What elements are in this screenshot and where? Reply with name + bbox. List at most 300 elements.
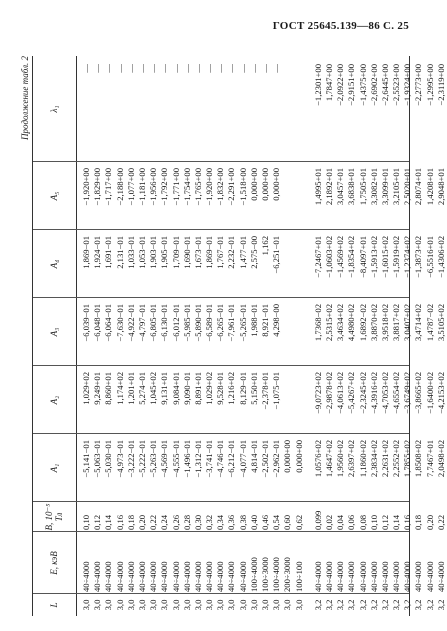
cell-a5: 2,5020+01 (402, 168, 413, 206)
cell-b: 0,46 (260, 514, 270, 530)
cell-l: 3,0 (215, 599, 226, 611)
table-row (249, 56, 260, 616)
col-header-E: E, кэВ (33, 532, 77, 594)
table-row (282, 56, 293, 616)
cell-a1: −5,222−01 (136, 440, 147, 478)
cell-a2: −2,3245+02 (357, 372, 368, 414)
cell-b: 0,08 (357, 514, 368, 530)
cell-a2: −3,8665+02 (413, 372, 424, 414)
cell-a1: 1,4647+02 (323, 440, 334, 478)
cell-e: 200÷3000 (282, 557, 293, 592)
cell-lam: −2,6445+00 (379, 64, 390, 106)
cell-l: 3,2 (335, 599, 346, 611)
table-row (159, 56, 170, 616)
cell-a5: −1,717+00 (103, 168, 114, 206)
cell-lam: −2,9151+00 (346, 64, 357, 106)
table-row (193, 56, 204, 616)
cell-a4: 2,575−00 (248, 236, 259, 269)
cell-b: 0,18 (125, 514, 136, 530)
cell-lam: — (159, 64, 170, 73)
cell-l: 3,0 (237, 599, 248, 611)
cell-lam: — (125, 64, 136, 73)
cell-a4: −7,2467+01 (312, 236, 323, 278)
cell-a5: 1,4995+01 (312, 168, 323, 206)
cell-a4: −1,6015+02 (379, 236, 390, 278)
cell-a4: −1,5919+02 (391, 236, 402, 278)
cell-a3: −6,039−01 (81, 304, 91, 342)
table-continuation-label: Продолжение табл. 2 (20, 56, 30, 140)
cell-a1: −5,030−01 (103, 440, 114, 478)
cell-b: 0,16 (402, 514, 413, 530)
cell-a4: 1,053−01 (136, 236, 147, 269)
cell-a3: 4,4980+02 (346, 304, 357, 342)
cell-a4: 1,691−01 (103, 236, 114, 269)
cell-l: 3,0 (81, 599, 91, 611)
cell-a3: 3,8870+02 (368, 304, 379, 342)
cell-e: 40÷4000 (226, 561, 237, 592)
table-row (436, 56, 447, 616)
cell-l: 3,0 (226, 599, 237, 611)
cell-l: 3,2 (379, 599, 390, 611)
cell-b: 0,22 (148, 514, 159, 530)
table-row (346, 56, 357, 616)
cell-a5: −1,771+00 (170, 168, 181, 206)
cell-b: 0,24 (159, 514, 170, 530)
cell-lam: — (148, 64, 159, 73)
table-row (226, 56, 237, 616)
cell-a3: 3,9518+02 (379, 304, 390, 342)
cell-b: 0,22 (435, 514, 446, 530)
cell-a3: 3,0407+02 (402, 304, 413, 342)
cell-a4: 1,709−01 (170, 236, 181, 269)
cell-a3: −5,890−01 (192, 304, 203, 342)
cell-lam: −1,2301+00 (312, 64, 323, 106)
cell-b: 0,14 (103, 514, 114, 530)
cell-a4 (282, 230, 293, 298)
cell-a3: −6,130−01 (159, 304, 170, 342)
cell-l: 3,2 (368, 599, 379, 611)
cell-a3: 3,5105+02 (435, 304, 446, 342)
cell-a2: −4,3916+02 (368, 372, 379, 414)
cell-a1: 1,7855+02 (402, 440, 413, 478)
cell-a5: −1,518+00 (237, 168, 248, 206)
cell-e: 40÷4000 (92, 561, 103, 592)
cell-b: 0,20 (424, 514, 435, 530)
col-header-A3: A₃ (33, 298, 77, 366)
cell-a4: −1,5913+02 (368, 236, 379, 278)
cell-a4: 1,903−01 (148, 236, 159, 269)
cell-a2: 9,249+01 (92, 372, 103, 405)
cell-lam: — (248, 64, 259, 73)
cell-b: 0,54 (271, 514, 282, 530)
cell-b: 0,62 (293, 514, 304, 530)
col-header-L: L (33, 594, 77, 616)
cell-a1: 0,000+00 (293, 440, 304, 473)
col-header-A2: A₂ (33, 366, 77, 434)
table-row (391, 56, 402, 616)
cell-a5: 0,000+00 (248, 168, 259, 201)
cell-e: 40÷4000 (181, 561, 192, 592)
cell-a3 (282, 298, 293, 366)
cell-lam: −1,9324+00 (402, 64, 413, 106)
cell-a2: −1,6400+02 (424, 372, 435, 414)
cell-a5: −1,754+00 (181, 168, 192, 206)
cell-a3: 1,6892−02 (357, 304, 368, 342)
cell-l: 3,2 (346, 599, 357, 611)
cell-a4: −1,4306+02 (435, 236, 446, 278)
cell-a1: −4,569−01 (159, 440, 170, 478)
cell-a2: −2,378+01 (260, 372, 270, 410)
cell-a3: −5,265−01 (237, 304, 248, 342)
cell-l: 3,2 (402, 599, 413, 611)
cell-e: 40÷4000 (312, 561, 323, 592)
cell-e: 100÷100 (293, 561, 304, 592)
cell-a4: −1,8354+02 (346, 236, 357, 278)
cell-a4: −1,2374+02 (402, 236, 413, 278)
cell-a2: −3,6749+02 (402, 372, 413, 414)
cell-a1: 2,6397+02 (346, 440, 357, 478)
cell-l: 3,0 (192, 599, 203, 611)
cell-a3: 8,921−01 (260, 304, 270, 337)
cell-a1: 7,7467+01 (424, 440, 435, 478)
cell-l: 3,0 (103, 599, 114, 611)
cell-a3: −4,797−01 (136, 304, 147, 342)
table-body (81, 56, 447, 616)
cell-a1: −1,312−01 (192, 440, 203, 478)
cell-a3: −6,265−01 (215, 304, 226, 342)
cell-b: 0,40 (248, 514, 259, 530)
cell-a2 (282, 366, 293, 434)
table-row (380, 56, 391, 616)
cell-lam: −2,0922+00 (335, 64, 346, 106)
cell-a1: −3,741−01 (204, 440, 215, 478)
cell-a3: 3,8817+02 (391, 304, 402, 342)
cell-lam: — (192, 64, 203, 73)
cell-e: 40÷4000 (413, 561, 424, 592)
cell-a5: −1,765+00 (192, 168, 203, 206)
cell-lam: — (170, 64, 181, 73)
cell-l: 3,0 (271, 599, 282, 611)
cell-a2: 1,029+02 (204, 372, 215, 405)
cell-b: 0,36 (226, 514, 237, 530)
cell-a2: −4,7053+02 (379, 372, 390, 414)
cell-a2: 8,891+01 (192, 372, 203, 405)
cell-lam: — (103, 64, 114, 73)
cell-e: 40÷4000 (148, 561, 159, 592)
cell-a2: 5,150+01 (248, 372, 259, 405)
cell-a3 (294, 298, 305, 366)
cell-lam: −1,4375+00 (357, 64, 368, 106)
cell-e: 40÷4000 (215, 561, 226, 592)
cell-lam: — (215, 64, 226, 73)
cell-a4: 2,232−01 (226, 236, 237, 269)
cell-e: 40÷4000 (435, 561, 446, 592)
cell-b: 0,10 (81, 514, 91, 530)
cell-a1: −2,502−01 (260, 440, 270, 478)
cell-l: 3,2 (357, 599, 368, 611)
cell-a2: 9,528+01 (215, 372, 226, 405)
cell-a1: −4,555−01 (170, 440, 181, 478)
cell-lam (282, 56, 293, 162)
cell-l: 3,0 (170, 599, 181, 611)
cell-e: 100÷4000 (271, 557, 282, 592)
page-header: ГОСТ 25645.139—86 С. 25 (272, 20, 409, 32)
cell-e: 40÷4000 (170, 561, 181, 592)
cell-e: 40÷4000 (357, 561, 368, 592)
cell-a5: −2,291+00 (226, 168, 237, 206)
cell-e: 40÷4000 (103, 561, 114, 592)
col-header-B: B, 10⁻⁵ Тл (33, 502, 77, 532)
rotated-table-area (18, 56, 446, 616)
cell-a2: 9,084+01 (170, 372, 181, 405)
cell-e: 100÷4000 (248, 557, 259, 592)
cell-a5: 3,2105+01 (391, 168, 402, 206)
cell-a3: 3,4714+02 (413, 304, 424, 342)
cell-a2: −1,075−01 (271, 372, 282, 410)
cell-e: 40÷4000 (136, 561, 147, 592)
cell-a3: −6,805−01 (148, 304, 159, 342)
cell-a1: 4,814−01 (248, 440, 259, 473)
cell-a3: −7,961−01 (226, 304, 237, 342)
cell-a5: −1,792+00 (159, 168, 170, 206)
table-row (215, 56, 226, 616)
cell-b: 0,099 (312, 510, 323, 530)
cell-b: 0,18 (413, 514, 424, 530)
cell-a4: 2,131−01 (114, 236, 125, 269)
cell-a2: 5,274−01 (136, 372, 147, 405)
cell-b: 0,12 (379, 514, 390, 530)
cell-b: 0,28 (181, 514, 192, 530)
cell-b: 0,12 (92, 514, 103, 530)
cell-l: 3,0 (181, 599, 192, 611)
cell-b: 0,30 (192, 514, 203, 530)
cell-b: 0,60 (282, 514, 293, 530)
cell-a1: −3,222−01 (125, 440, 136, 478)
cell-a2: 1,029+02 (81, 372, 91, 405)
cell-lam: — (114, 64, 125, 73)
cell-e: 40÷4000 (192, 561, 203, 592)
cell-e: 40÷4000 (424, 561, 435, 592)
cell-a2: 1,174+02 (114, 372, 125, 405)
cell-a5: −1,181+00 (136, 168, 147, 206)
table-row (182, 56, 193, 616)
cell-l: 3,0 (136, 599, 147, 611)
cell-l: 3,0 (204, 599, 215, 611)
cell-a2: −5,4267+02 (346, 372, 357, 414)
cell-l: 3,0 (148, 599, 159, 611)
cell-a2: −4,6554+02 (391, 372, 402, 414)
cell-a2: −4,0613+02 (335, 372, 346, 414)
cell-a1: −5,263−01 (148, 440, 159, 478)
cell-a4: 1,673−01 (192, 236, 203, 269)
table-row (81, 56, 92, 616)
cell-a2: 1,201+01 (125, 372, 136, 405)
cell-lam (294, 56, 305, 162)
cell-lam: — (136, 64, 147, 73)
cell-l: 3,0 (293, 599, 304, 611)
cell-b: 0,02 (323, 514, 334, 530)
cell-e: 40÷4000 (114, 561, 125, 592)
cell-lam: — (81, 64, 91, 73)
table-row (92, 56, 103, 616)
table-row (115, 56, 126, 616)
col-header-lambda: λ₁ (33, 56, 77, 162)
cell-lam: −2,3119+00 (435, 64, 446, 106)
cell-a5: 3,3082+01 (368, 168, 379, 206)
table-row (369, 56, 380, 616)
cell-a1: 0,000+00 (282, 440, 293, 473)
cell-a5: 1,4208+01 (424, 168, 435, 206)
cell-a1: 2,3834+02 (368, 440, 379, 478)
cell-l: 3,2 (413, 599, 424, 611)
cell-a1: 1,0576+02 (312, 440, 323, 478)
cell-a1: −5,063−01 (92, 440, 103, 478)
cell-a5: 1,7505+01 (357, 168, 368, 206)
cell-a4: 1,869−01 (204, 236, 215, 269)
cell-a2: 9,090−01 (181, 372, 192, 405)
cell-a3: −7,630−01 (114, 304, 125, 342)
cell-e: 100÷3000 (260, 557, 270, 592)
cell-a4: −1,4569+02 (335, 236, 346, 278)
cell-a4: −1,0603+02 (323, 236, 334, 278)
cell-e: 40÷4000 (237, 561, 248, 592)
cell-l: 3,0 (159, 599, 170, 611)
cell-b: 0,20 (136, 514, 147, 530)
table-row (425, 56, 436, 616)
cell-l: 3,0 (92, 599, 103, 611)
cell-e: 40÷4000 (402, 561, 413, 592)
cell-a2: 1,045+02 (148, 372, 159, 405)
cell-a1: −1,496−01 (181, 440, 192, 478)
cell-l: 3,2 (424, 599, 435, 611)
cell-a5: 3,0457+01 (335, 168, 346, 206)
cell-a4: 1,690−01 (181, 236, 192, 269)
cell-a5: −1,077+00 (125, 168, 136, 206)
cell-a4: −1,3873+02 (413, 236, 424, 278)
cell-lam: −1,2995+00 (424, 64, 435, 106)
cell-a2: 8,860+01 (103, 372, 114, 405)
cell-a2: −2,9878+02 (323, 372, 334, 414)
cell-a4 (294, 230, 305, 298)
cell-a3: 2,5315+02 (323, 304, 334, 342)
table-row (238, 56, 249, 616)
cell-a5: −1,920+00 (81, 168, 91, 206)
table-row (171, 56, 182, 616)
cell-a2: −9,0723+02 (312, 372, 323, 414)
cell-a5: 3,3099+01 (379, 168, 390, 206)
cell-l: 3,0 (125, 599, 136, 611)
table-row (103, 56, 114, 616)
col-header-A1: A₁ (33, 434, 77, 502)
table-row (313, 56, 324, 616)
cell-a1: −2,962−01 (271, 440, 282, 478)
cell-a2: −4,2153+02 (435, 372, 446, 414)
cell-a3: −6,048−01 (92, 304, 103, 342)
cell-l: 3,2 (391, 599, 402, 611)
cell-a5: 0,000+00 (271, 168, 282, 201)
cell-a5: 3,6838+01 (346, 168, 357, 206)
cell-l: 3,2 (435, 599, 446, 611)
cell-a3: −6,589−01 (204, 304, 215, 342)
cell-l: 3,2 (312, 599, 323, 611)
cell-e: 40÷4000 (391, 561, 402, 592)
cell-e: 40÷4000 (323, 561, 334, 592)
cell-a1: 2,0498+02 (435, 440, 446, 478)
table-row (402, 56, 413, 616)
cell-a5 (294, 162, 305, 230)
cell-b: 0,38 (237, 514, 248, 530)
cell-a4: 1,162 (260, 236, 270, 256)
cell-a1: 1,9560+02 (335, 440, 346, 478)
cell-b: 0,14 (391, 514, 402, 530)
cell-b: 0,26 (170, 514, 181, 530)
cell-a5: −1,956+00 (148, 168, 159, 206)
cell-a1: 1,1860+02 (357, 440, 368, 478)
cell-b: 0,06 (346, 514, 357, 530)
cell-a5: −2,188+00 (114, 168, 125, 206)
cell-b: 0,32 (204, 514, 215, 530)
table-row (358, 56, 369, 616)
cell-l: 3,2 (323, 599, 334, 611)
cell-a3: 1,4787−02 (424, 304, 435, 342)
cell-a3: −5,985−01 (181, 304, 192, 342)
cell-lam: — (226, 64, 237, 73)
cell-e: 40÷4000 (379, 561, 390, 592)
cell-a3: 1,988−01 (248, 304, 259, 337)
cell-a4: 1,869−01 (81, 236, 91, 269)
cell-a1: 2,2631+02 (379, 440, 390, 478)
cell-a5: −1,832+00 (215, 168, 226, 206)
cell-a1: −4,973−01 (114, 440, 125, 478)
cell-a1: 2,2552+02 (391, 440, 402, 478)
cell-lam: — (204, 64, 215, 73)
cell-a4: 1,477−01 (237, 236, 248, 269)
cell-lam: — (237, 64, 248, 73)
cell-a1: −4,746−01 (215, 440, 226, 478)
cell-a5 (282, 162, 293, 230)
cell-lam: — (271, 64, 282, 73)
cell-l: 3,0 (248, 599, 259, 611)
cell-e: 40÷4000 (81, 561, 91, 592)
cell-a1: 1,8508+02 (413, 440, 424, 478)
cell-a2: 9,131+01 (159, 372, 170, 405)
cell-a3: 3,4634+02 (335, 304, 346, 342)
cell-a5: 2,1892+01 (323, 168, 334, 206)
cell-a5: 2,8074+01 (413, 168, 424, 206)
cell-a5: −1,829+00 (92, 168, 103, 206)
table-row (294, 56, 305, 616)
cell-a3: −6,012−01 (170, 304, 181, 342)
cell-a3: 1,7368−02 (312, 304, 323, 342)
cell-lam: −2,2773+00 (413, 64, 424, 106)
cell-a1: −6,212−01 (226, 440, 237, 478)
cell-lam: −2,6902+00 (368, 64, 379, 106)
cell-a1: −4,077−01 (237, 440, 248, 478)
cell-a4: 1,033−01 (125, 236, 136, 269)
cell-a3: −4,922−01 (125, 304, 136, 342)
table-row (148, 56, 159, 616)
table-row (271, 56, 282, 616)
cell-a4: 1,924−01 (92, 236, 103, 269)
table-row (324, 56, 335, 616)
cell-a4: −6,251−01 (271, 236, 282, 274)
cell-l: 3,0 (282, 599, 293, 611)
cell-a4: 1,905−01 (159, 236, 170, 269)
cell-lam: 1,7847+00 (323, 64, 334, 102)
col-header-A5: A₅ (33, 162, 77, 230)
table-row (204, 56, 215, 616)
cell-b: 0,34 (215, 514, 226, 530)
